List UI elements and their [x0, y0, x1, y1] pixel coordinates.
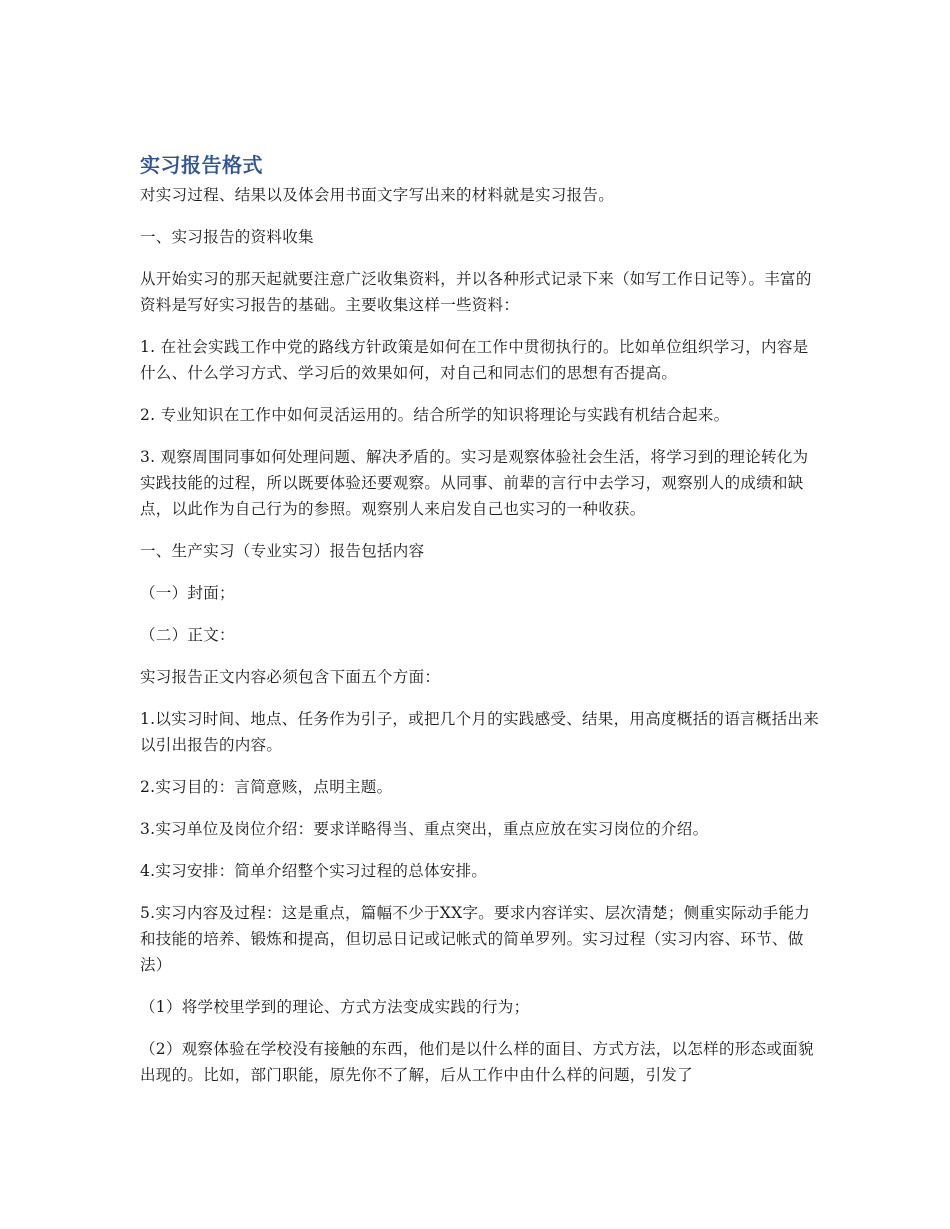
list-item: 3. 观察周围同事如何处理问题、解决矛盾的。实习是观察体验社会生活，将学习到的理论转化为实践技能的过程，所以既要体验还要观察。从同事、前辈的言行中去学习，观察别人的成绩和缺点，以此作为自己行为的参照。观察别人来启发自己也实习的一种收获。 [140, 448, 809, 518]
list-item: 2.实习目的：言简意赅，点明主题。 [140, 778, 393, 796]
paragraph: 实习报告正文内容必须包含下面五个方面： [140, 668, 441, 686]
paragraph: 从开始实习的那天起就要注意广泛收集资料，并以各种形式记录下来（如写工作日记等）。丰富的资料是写好实习报告的基础。主要收集这样一些资料： [140, 270, 812, 314]
list-item: （1）将学校里学到的理论、方式方法变成实践的行为； [140, 998, 530, 1016]
document-title: 实习报告格式 [140, 153, 263, 177]
list-item: 1. 在社会实践工作中党的路线方针政策是如何在工作中贯彻执行的。比如单位组织学习，内容是什么、什么学习方式、学习后的效果如何，对自己和同志们的思想有否提高。 [140, 338, 809, 382]
sub-heading: （二）正文： [140, 626, 235, 644]
document-page [140, 150, 820, 1104]
section-heading: 一、实习报告的资料收集 [140, 228, 314, 246]
section-heading: 一、生产实习（专业实习）报告包括内容 [140, 542, 425, 560]
list-item: 2. 专业知识在工作中如何灵活运用的。结合所学的知识将理论与实践有机结合起来。 [140, 406, 730, 424]
list-item: 1.以实习时间、地点、任务作为引子，或把几个月的实践感受、结果，用高度概括的语言概括出来以引出报告的内容。 [140, 710, 819, 754]
intro-paragraph: 对实习过程、结果以及体会用书面文字写出来的材料就是实习报告。 [140, 186, 615, 204]
sub-heading: （一）封面； [140, 584, 235, 602]
list-item: 4.实习安排：简单介绍整个实习过程的总体安排。 [140, 862, 488, 880]
list-item: （2）观察体验在学校没有接触的东西，他们是以什么样的面目、方式方法，以怎样的形态或面貌出现的。比如，部门职能，原先你不了解，后从工作中由什么样的问题，引发了 [140, 1040, 814, 1084]
list-item: 5.实习内容及过程：这是重点，篇幅不少于XX字。要求内容详实、层次清楚；侧重实际动手能力和技能的培养、锻炼和提高，但切忌日记或记帐式的简单罗列。实习过程（实习内容、环节、做法） [140, 904, 811, 974]
list-item: 3.实习单位及岗位介绍：要求详略得当、重点突出，重点应放在实习岗位的介绍。 [140, 820, 709, 838]
